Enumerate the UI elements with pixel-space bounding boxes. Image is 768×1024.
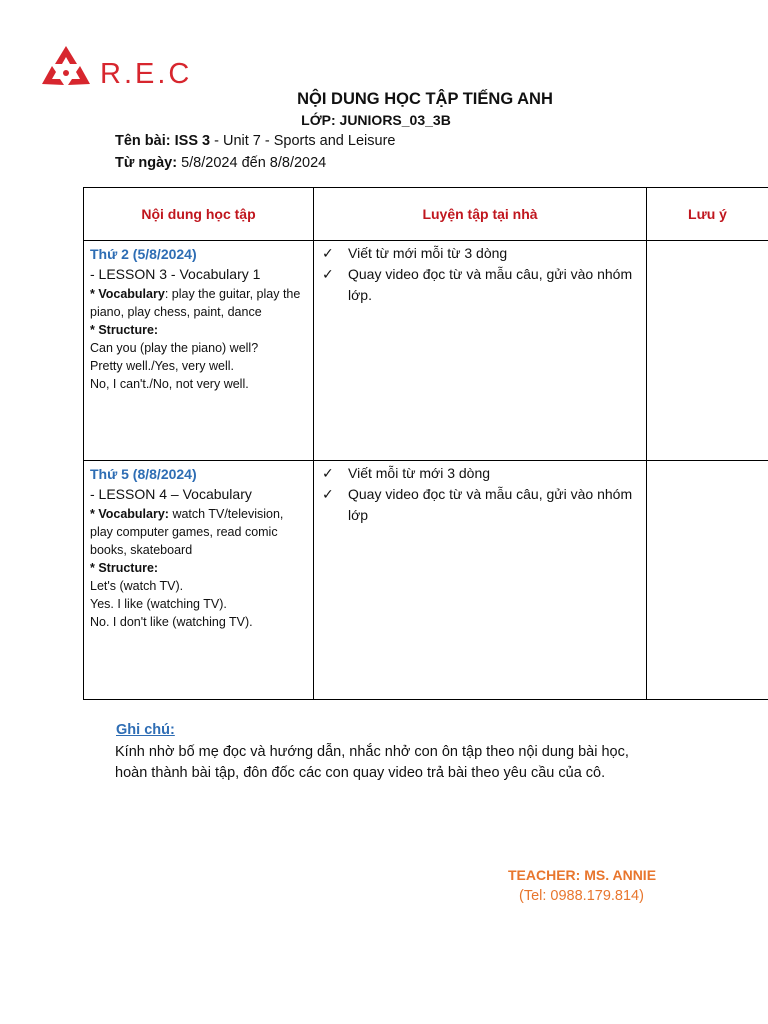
- vocabulary: [90, 285, 307, 321]
- structure-label: * Structure:: [90, 323, 159, 337]
- date-range: 5/8/2024 đến 8/8/2024: [181, 155, 327, 171]
- class-label: LỚP: JUNIORS_03_3B: [301, 112, 451, 128]
- table-row: [84, 461, 768, 700]
- content-cell: [84, 241, 314, 461]
- lesson-title: - LESSON 3 - Vocabulary 1: [90, 266, 261, 282]
- check-icon: ✓: [322, 266, 334, 282]
- structure-line: Can you (play the piano) well?: [90, 341, 259, 355]
- homework-item: [320, 243, 640, 264]
- teacher-name: TEACHER: MS. ANNIE: [508, 867, 657, 883]
- day-label: Thứ 2 (5/8/2024): [90, 246, 197, 262]
- lesson-code: ISS 3: [174, 133, 211, 149]
- table-row: [84, 241, 768, 461]
- date-label: Từ ngày:: [115, 155, 178, 171]
- homework-text: Quay video đọc từ và mẫu câu, gửi vào nhóm lớp.: [348, 266, 633, 303]
- day-label: Thứ 5 (8/8/2024): [90, 466, 197, 482]
- note-cell: [647, 241, 768, 461]
- lesson-info: [115, 133, 395, 149]
- homework-cell: [314, 461, 647, 700]
- homework-cell: [314, 241, 647, 461]
- check-icon: ✓: [322, 465, 334, 481]
- structure-line: Pretty well./Yes, very well.: [90, 359, 235, 373]
- rec-logo: [40, 44, 193, 90]
- page-title: NỘI DUNG HỌC TẬP TIẾNG ANH: [297, 90, 553, 108]
- homework-text: Viết mỗi từ mới 3 dòng: [348, 465, 491, 481]
- homework-item: [320, 484, 640, 526]
- structure-line: Yes. I like (watching TV).: [90, 597, 227, 611]
- vocab-text: watch TV/television, play computer games, read comic books, skateboard: [90, 507, 284, 557]
- date-info: [115, 155, 326, 171]
- structure-line: No. I don't like (watching TV).: [90, 615, 253, 629]
- homework-text: Viết từ mới mỗi từ 3 dòng: [348, 245, 508, 261]
- lesson-plan-table: [83, 187, 768, 700]
- structure-line: No, I can't./No, not very well.: [90, 377, 249, 391]
- rec-logo-icon: [40, 44, 92, 90]
- lesson-label: Tên bài:: [115, 133, 171, 149]
- header-notes: Lưu ý: [647, 188, 768, 241]
- header-content: Nội dung học tập: [84, 188, 314, 241]
- vocab-label: * Vocabulary:: [90, 507, 169, 521]
- note-cell: [647, 461, 768, 700]
- homework-item: [320, 264, 640, 306]
- table-header-row: [84, 188, 768, 241]
- lesson-name: - Unit 7 - Sports and Leisure: [214, 133, 396, 149]
- header-homework: Luyện tập tại nhà: [314, 188, 647, 241]
- check-icon: ✓: [322, 486, 334, 502]
- content-cell: [84, 461, 314, 700]
- vocabulary: [90, 505, 307, 559]
- teacher-phone: (Tel: 0988.179.814): [519, 888, 644, 904]
- vocab-text: : play the guitar, play the piano, play chess, paint, dance: [90, 287, 301, 319]
- homework-text: Quay video đọc từ và mẫu câu, gửi vào nhóm lớp: [348, 486, 633, 523]
- note-body: Kính nhờ bố mẹ đọc và hướng dẫn, nhắc nhở con ôn tập theo nội dung bài học, hoàn thành bài tập, đôn đốc các con quay video trả bài theo yêu cầu của cô.: [115, 744, 629, 781]
- note-title: Ghi chú:: [116, 722, 175, 738]
- lesson-title: - LESSON 4 – Vocabulary: [90, 486, 252, 502]
- check-icon: ✓: [322, 245, 334, 261]
- structure-line: Let's (watch TV).: [90, 579, 184, 593]
- vocab-label: * Vocabulary: [90, 287, 165, 301]
- logo-text: R.E.C: [100, 58, 193, 90]
- structure-label: * Structure:: [90, 561, 159, 575]
- homework-item: [320, 463, 640, 484]
